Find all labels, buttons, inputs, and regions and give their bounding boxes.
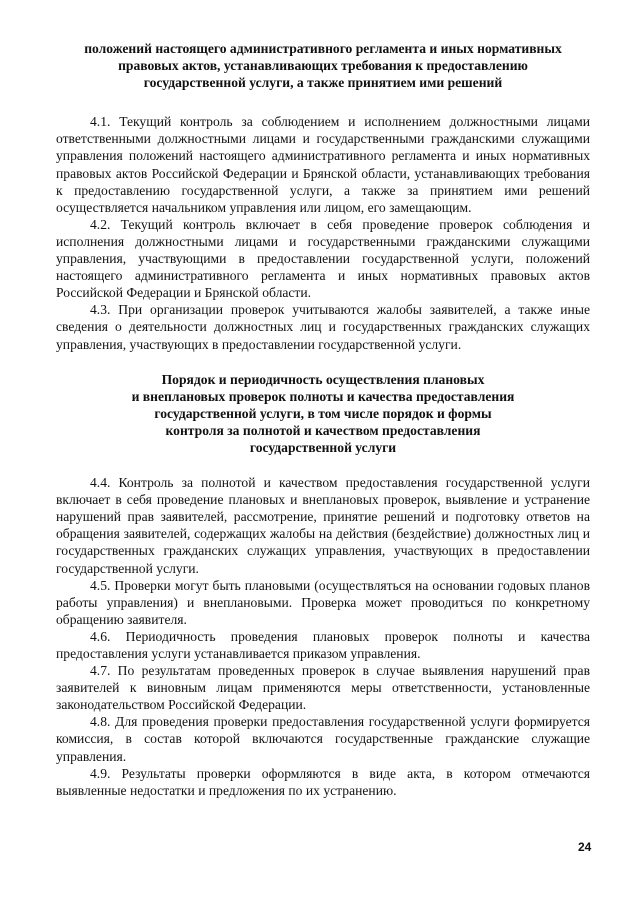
page-number: 24 [578, 840, 592, 854]
section-heading-line: контроля за полнотой и качеством предоставления [165, 422, 481, 438]
paragraph-4-3: 4.3. При организации проверок учитываются жалобы заявителей, а также иные сведения о деятельности должностных лиц и государственных гражданских служащих управления, участвующих в предоставлении государственной услуги. [56, 302, 590, 352]
section-heading [56, 371, 590, 456]
top-heading-line: правовых актов, устанавливающих требования к предоставлению [118, 58, 528, 74]
document-page [56, 40, 590, 799]
paragraph-4-5: 4.5. Проверки могут быть плановыми (осуществляться на основании годовых планов работы управления) и внеплановыми. Проверка может проводиться по конкретному обращению заявителя. [56, 577, 590, 627]
paragraph-4-2: 4.2. Текущий контроль включает в себя проведение проверок соблюдения и исполнения должностными лицами и государственными гражданскими служащими управления, участвующими в предоставлении государственной услуги, положений настоящего административного регламента и иных нормативных правовых актов Российской Федерации и Брянской области. [56, 216, 590, 301]
paragraph-4-8: 4.8. Для проведения проверки предоставления государственной услуги формируется комиссия, в состав которой включаются государственные гражданские служащие управления. [56, 714, 590, 764]
section-heading-line: Порядок и периодичность осуществления плановых [161, 371, 485, 387]
top-heading-line: положений настоящего административного регламента и иных нормативных [84, 41, 562, 56]
section-heading-line: государственной услуги [249, 439, 397, 455]
paragraph-4-6: 4.6. Периодичность проведения плановых проверок полноты и качества предоставления услуги устанавливается приказом управления. [56, 628, 590, 661]
top-heading-line: государственной услуги, а также принятием ими решений [143, 75, 503, 91]
paragraph-4-4: 4.4. Контроль за полнотой и качеством предоставления государственной услуги включает в себя проведение плановых и внеплановых проверок, выявление и устранение нарушений прав заявителей, рассмотрение, принятие решений и подготовку ответов на обращения заявителей, содержащих жалобы на действия (бездействие) должностных лиц и государственных гражданских служащих управления, участвующих в предоставлении государственной услуги. [56, 475, 590, 576]
section-heading-line: государственной услуги, в том числе порядок и формы [154, 405, 492, 421]
paragraph-4-7: 4.7. По результатам проведенных проверок в случае выявления нарушений прав заявителей к виновным лицам применяются меры ответственности, установленные законодательством Российской Федерации. [56, 663, 590, 713]
section-heading-line: и внеплановых проверок полноты и качества предоставления [131, 388, 515, 404]
paragraph-4-9: 4.9. Результаты проверки оформляются в виде акта, в котором отмечаются выявленные недостатки и предложения по их устранению. [56, 765, 590, 798]
top-heading [56, 40, 590, 91]
paragraph-4-1: 4.1. Текущий контроль за соблюдением и исполнением должностными лицами ответственными должностными лицами и государственными гражданскими служащими управления положений настоящего административного регламента и иных нормативных правовых актов Российской Федерации и Брянской области, устанавливающих требования к предоставлению государственной услуги, а также за принятием ими решений осуществляется начальником управления или лицом, его замещающим. [56, 114, 590, 215]
